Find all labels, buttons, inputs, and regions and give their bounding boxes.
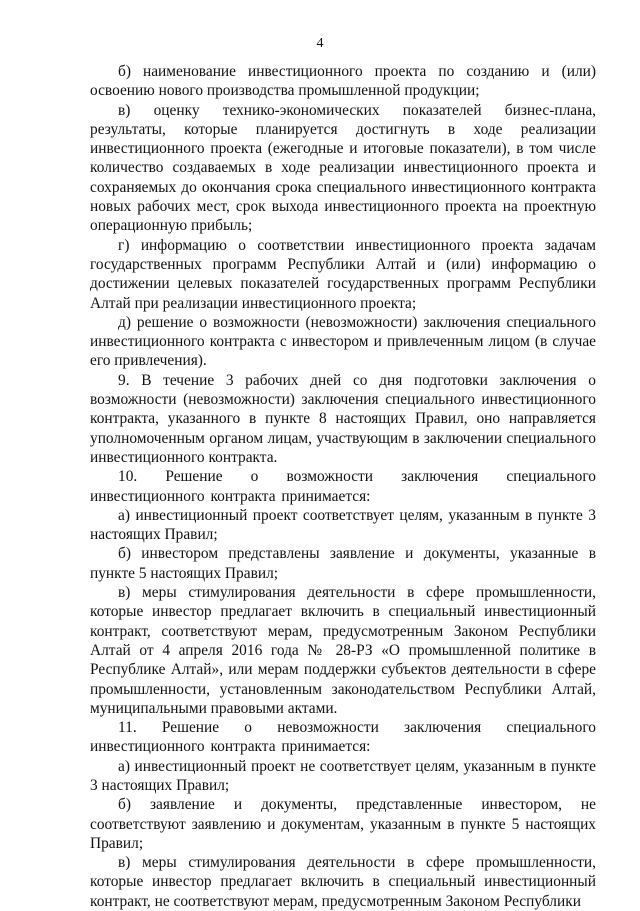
paragraph-g-state-programs: г) информацию о соответствии инвестиционного проекта задачам государственных программ Республики Алтай и (или) информацию о достижении целевых показателей государственных программ Республики Алтай при реализации инвестиционного проекта; xyxy=(90,236,596,312)
paragraph-10-b: б) инвестором представлены заявление и документы, указанные в пункте 5 настоящих Правил; xyxy=(90,545,596,582)
paragraph-11-v: в) меры стимулирования деятельности в сфере промышленности, которые инвестор предлагает включить в специальный инвестиционный контракт, не соответствуют мерам, предусмотренным Законом Республики xyxy=(90,854,596,910)
paragraph-d-decision: д) решение о возможности (невозможности) заключения специального инвестиционного контракта с инвестором и привлеченным лицом (в случае его привлечения). xyxy=(90,313,596,370)
paragraph-10-v: в) меры стимулирования деятельности в сфере промышленности, которые инвестор предлагает включить в специальный инвестиционный контракт, соответствуют мерам, предусмотренным Законом Республики Алтай от 4 апреля 2016 года № 28-РЗ «О промышленной политике в Республике Алтай», или мерам поддержки субъектов деятельности в сфере промышленности, установленным законодательством Республики Алтай, муниципальными правовыми актами. xyxy=(90,584,596,717)
paragraph-10-heading: 10. Решение о возможности заключения специального инвестиционного контракта принимается: xyxy=(90,468,596,505)
document-body xyxy=(90,62,596,911)
paragraph-11-a: а) инвестиционный проект не соответствует целям, указанным в пункте 3 настоящих Правил; xyxy=(90,757,596,794)
paragraph-9-term: 9. В течение 3 рабочих дней со дня подготовки заключения о возможности (невозможности) заключения специального инвестиционного контракта, указанного в пункте 8 настоящих Правил, оно направляется уполномоченным органом лицам, участвующим в заключении специального инвестиционного контракта. xyxy=(90,371,596,466)
paragraph-v-business-plan: в) оценку технико-экономических показателей бизнес-плана, результаты, которые планируется достигнуть в ходе реализации инвестиционного проекта (ежегодные и итоговые показатели), в том числе количество создаваемых в ходе реализации инвестиционного проекта и сохраняемых до окончания срока специального инвестиционного контракта новых рабочих мест, срок выхода инвестиционного проекта на проектную операционную прибыль; xyxy=(90,101,596,235)
page-number: 4 xyxy=(316,36,324,51)
paragraph-11-heading: 11. Решение о невозможности заключения специального инвестиционного контракта принимается: xyxy=(90,719,596,756)
paragraph-10-a: а) инвестиционный проект соответствует целям, указанным в пункте 3 настоящих Правил; xyxy=(90,506,596,544)
paragraph-11-b: б) заявление и документы, представленные инвестором, не соответствуют заявлению и документам, указанным в пункте 5 настоящих Правил; xyxy=(90,796,596,852)
paragraph-b-project-name: б) наименование инвестиционного проекта по созданию и (или) освоению нового производства промышленной продукции; xyxy=(90,63,596,100)
